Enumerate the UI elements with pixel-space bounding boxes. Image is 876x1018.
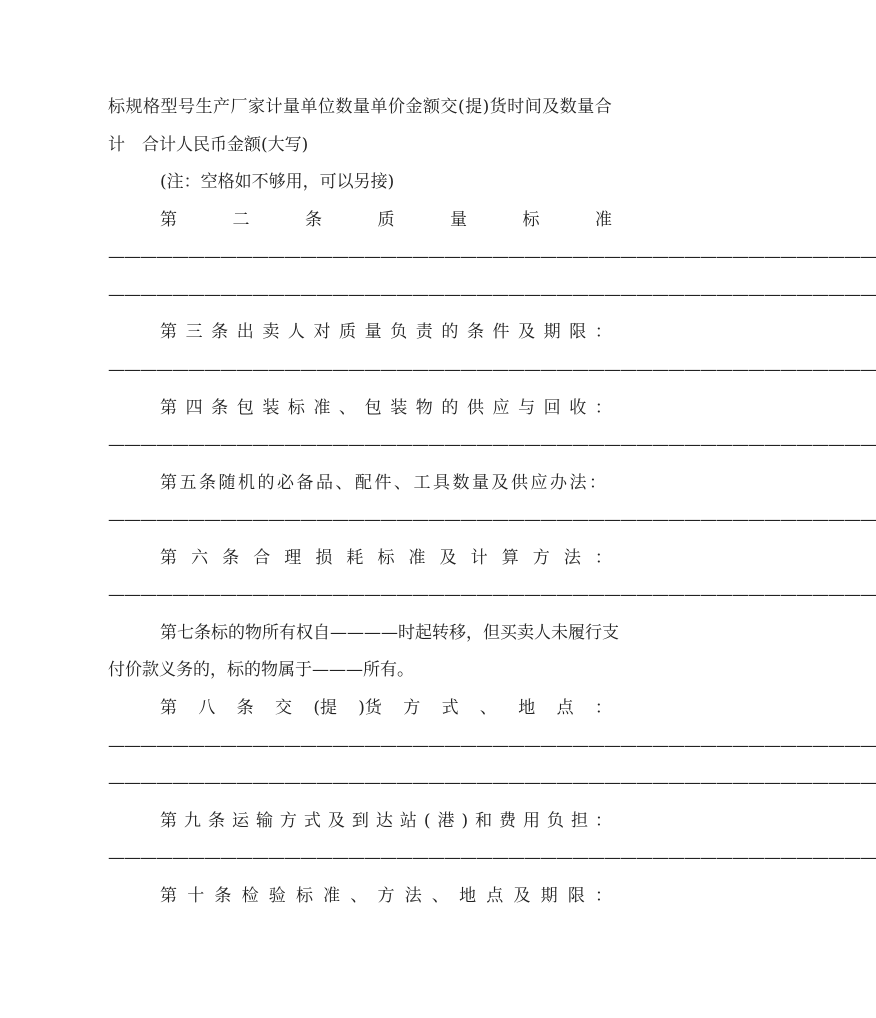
char: 装 <box>262 398 280 418</box>
char: 装 <box>390 398 408 418</box>
char: 的 <box>441 398 459 418</box>
char: 货 <box>489 97 507 117</box>
char: 四 <box>185 398 203 418</box>
char: 准 <box>323 886 341 906</box>
char: 限 <box>569 322 587 342</box>
char: 站 <box>399 811 417 831</box>
article-4-heading <box>160 396 612 420</box>
char: 包 <box>236 398 254 418</box>
char: 地 <box>518 698 536 718</box>
char: ) <box>461 811 469 831</box>
char: 回 <box>543 398 561 418</box>
char: 条 <box>214 886 232 906</box>
char: 及 <box>491 473 509 493</box>
char: 条 <box>466 322 484 342</box>
article-8-heading <box>160 696 612 720</box>
char: 数 <box>559 97 577 117</box>
char: 方 <box>532 548 550 568</box>
char: 六 <box>191 548 209 568</box>
char: 型 <box>160 97 178 117</box>
char: 出 <box>236 322 254 342</box>
char: 随 <box>218 473 236 493</box>
blank-line: ———————————————————————————————————————————————— <box>108 285 876 305</box>
char: 品 <box>316 473 333 493</box>
char: 三 <box>185 322 203 342</box>
char: 第 <box>160 210 177 230</box>
char: 担 <box>571 811 588 831</box>
char: 金 <box>405 97 423 117</box>
char: 标 <box>108 97 125 117</box>
char: 负 <box>390 322 408 342</box>
char: 质 <box>339 322 357 342</box>
char: ( <box>458 97 465 117</box>
char: 供 <box>511 473 528 493</box>
char: 合 <box>594 97 612 117</box>
blank-line: ———————————————————————————————————————————————— <box>108 247 876 267</box>
char: 十 <box>187 886 205 906</box>
char: 及 <box>439 548 457 568</box>
char: ： <box>594 698 612 718</box>
char: 达 <box>375 811 393 831</box>
char: 的 <box>441 322 459 342</box>
char: ： <box>595 886 612 906</box>
char: 对 <box>313 322 331 342</box>
char: 条 <box>211 322 229 342</box>
char: 准 <box>595 210 612 230</box>
char: 第 <box>160 322 177 342</box>
char: ： <box>589 473 606 493</box>
char: 负 <box>547 811 565 831</box>
char: 准 <box>313 398 331 418</box>
char: 第 <box>160 548 177 568</box>
char: 和 <box>475 811 493 831</box>
article-2-heading <box>160 208 612 232</box>
char: 方 <box>403 698 421 718</box>
char: 准 <box>408 548 426 568</box>
article-6-heading <box>160 546 612 570</box>
char: 八 <box>198 698 216 718</box>
char: 计 <box>470 548 488 568</box>
char: 数 <box>452 473 470 493</box>
char: 条 <box>211 398 229 418</box>
article-9-heading <box>160 809 612 833</box>
char: )货 <box>358 698 382 718</box>
char: 量 <box>364 322 382 342</box>
char: 量 <box>450 210 467 230</box>
blank-line: ———————————————————————————————————————————————— <box>108 360 876 380</box>
char: 提 <box>465 97 483 117</box>
char: 方 <box>377 886 395 906</box>
char: 生 <box>195 97 213 117</box>
char: 件 <box>492 322 510 342</box>
blank-line: ———————————————————————————————————————————————— <box>108 435 876 455</box>
char: 量 <box>472 473 489 493</box>
char: 期 <box>540 886 558 906</box>
char: 到 <box>351 811 369 831</box>
char: 单 <box>370 97 388 117</box>
char: 条 <box>305 210 322 230</box>
char: 式 <box>441 698 459 718</box>
char: ) <box>482 97 490 117</box>
char: 合 <box>253 548 271 568</box>
char: 标 <box>377 548 395 568</box>
char: 第 <box>160 698 177 718</box>
article-7-text: 第七条标的物所有权自————时起转移，但买卖人未履行支 <box>160 623 619 643</box>
char: 及 <box>518 322 536 342</box>
char: 量 <box>577 97 595 117</box>
text-line <box>108 95 612 119</box>
char: 应 <box>530 473 548 493</box>
char: 责 <box>415 322 433 342</box>
article-5-heading <box>160 471 606 495</box>
char: 单 <box>300 97 318 117</box>
char: 五 <box>179 473 197 493</box>
char: 费 <box>499 811 517 831</box>
char: 工 <box>413 473 431 493</box>
char: 第 <box>160 473 177 493</box>
char: 格 <box>143 97 160 117</box>
char: 与 <box>518 398 536 418</box>
char: 包 <box>364 398 382 418</box>
article-7-text: 付价款义务的，标的物属于———所有。 <box>108 660 414 680</box>
char: 条 <box>222 548 240 568</box>
blank-line: ———————————————————————————————————————————————— <box>108 848 876 868</box>
char: 港 <box>437 811 455 831</box>
char: 标 <box>522 210 540 230</box>
article-10-heading <box>160 884 612 908</box>
char: 第 <box>160 886 177 906</box>
char: 地 <box>459 886 477 906</box>
char: 及 <box>542 97 560 117</box>
char: ： <box>594 322 612 342</box>
char: 机 <box>238 473 255 493</box>
char: 位 <box>318 97 335 117</box>
char: (提 <box>313 698 337 718</box>
char: 期 <box>543 322 561 342</box>
char: 额 <box>423 97 440 117</box>
char: 条 <box>199 473 216 493</box>
note-line: (注：空格如不够用，可以另接) <box>160 172 395 192</box>
char: 验 <box>268 886 286 906</box>
char: 配 <box>355 473 372 493</box>
char: 量 <box>353 97 370 117</box>
char: 检 <box>241 886 259 906</box>
blank-line: ———————————————————————————————————————————————— <box>108 510 876 530</box>
char: 点 <box>486 886 504 906</box>
char: 号 <box>178 97 195 117</box>
blank-line: ———————————————————————————————————————————————— <box>108 773 876 793</box>
char: 法 <box>563 548 581 568</box>
char: 的 <box>257 473 275 493</box>
char: 式 <box>303 811 321 831</box>
char: 损 <box>315 548 333 568</box>
char: 备 <box>296 473 314 493</box>
char: 用 <box>523 811 541 831</box>
blank-line: ———————————————————————————————————————————————— <box>108 736 876 756</box>
char: ： <box>594 548 612 568</box>
char: 厂 <box>230 97 248 117</box>
char: 二 <box>232 210 250 230</box>
char: 质 <box>377 210 395 230</box>
char: 办 <box>550 473 567 493</box>
char: 点 <box>556 698 574 718</box>
char: 第 <box>160 398 177 418</box>
char: 运 <box>231 811 249 831</box>
char: 、 <box>339 398 357 418</box>
char: 法 <box>569 473 587 493</box>
char: 家 <box>248 97 265 117</box>
char: 时 <box>507 97 525 117</box>
char: 、 <box>335 473 353 493</box>
char: 标 <box>287 398 305 418</box>
char: 交 <box>274 698 292 718</box>
char: 、 <box>431 886 449 906</box>
blank-line: ———————————————————————————————————————————————— <box>108 585 876 605</box>
char: 收 <box>569 398 587 418</box>
char: 、 <box>479 698 497 718</box>
char: 法 <box>404 886 422 906</box>
char: 件 <box>374 473 392 493</box>
char: 、 <box>350 886 368 906</box>
char: 人 <box>287 322 305 342</box>
char: ： <box>594 811 612 831</box>
char: 、 <box>394 473 411 493</box>
char: 价 <box>388 97 405 117</box>
char: 产 <box>213 97 230 117</box>
article-3-heading <box>160 320 612 344</box>
char: 算 <box>501 548 519 568</box>
char: 输 <box>255 811 273 831</box>
char: 条 <box>207 811 225 831</box>
text-line: 计 合计人民币金额(大写) <box>108 135 309 155</box>
char: 必 <box>277 473 294 493</box>
char: ( <box>423 811 431 831</box>
char: 应 <box>492 398 510 418</box>
char: 规 <box>125 97 143 117</box>
char: 间 <box>524 97 542 117</box>
char: 卖 <box>262 322 280 342</box>
char: 及 <box>513 886 531 906</box>
char: 第 <box>160 811 177 831</box>
char: 九 <box>183 811 201 831</box>
char: 耗 <box>346 548 364 568</box>
char: 交 <box>440 97 458 117</box>
char: 计 <box>265 97 283 117</box>
char: 方 <box>279 811 297 831</box>
char: 数 <box>335 97 353 117</box>
char: ： <box>594 398 612 418</box>
char: 理 <box>284 548 302 568</box>
char: 供 <box>466 398 484 418</box>
char: 限 <box>567 886 585 906</box>
char: 及 <box>327 811 345 831</box>
char: 标 <box>295 886 313 906</box>
char: 具 <box>433 473 450 493</box>
char: 物 <box>415 398 433 418</box>
char: 量 <box>283 97 300 117</box>
char: 条 <box>236 698 254 718</box>
